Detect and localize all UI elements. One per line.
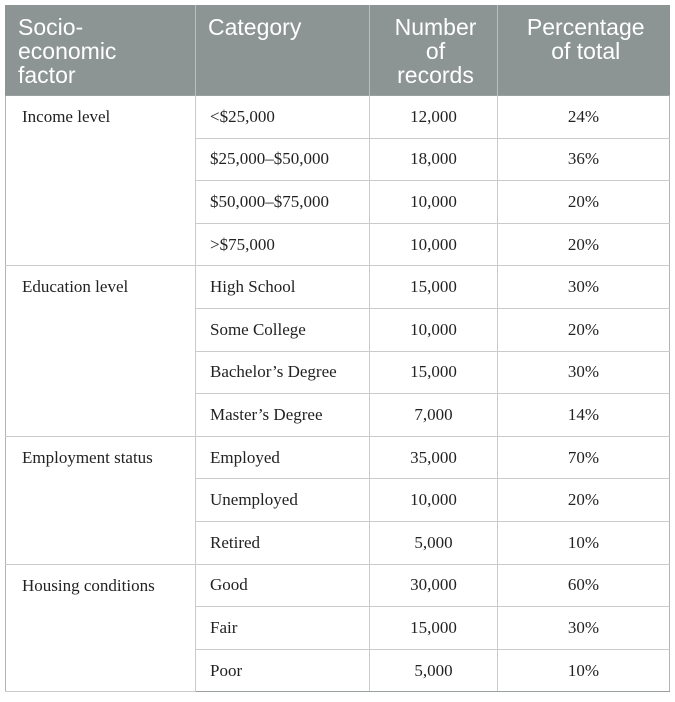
table-body — [6, 96, 670, 692]
table-header — [6, 5, 670, 96]
records-cell: 15,000 — [370, 351, 498, 394]
percentage-cell: 20% — [498, 308, 670, 351]
category-cell: <$25,000 — [196, 96, 370, 139]
percentage-cell: 70% — [498, 436, 670, 479]
percentage-cell: 30% — [498, 607, 670, 650]
category-cell: $50,000–$75,000 — [196, 181, 370, 224]
category-cell: Good — [196, 564, 370, 607]
category-cell: Unemployed — [196, 479, 370, 522]
table-row — [6, 564, 670, 607]
percentage-cell: 30% — [498, 351, 670, 394]
records-cell: 10,000 — [370, 479, 498, 522]
records-cell: 10,000 — [370, 223, 498, 266]
percentage-cell: 60% — [498, 564, 670, 607]
records-cell: 30,000 — [370, 564, 498, 607]
records-cell: 15,000 — [370, 607, 498, 650]
category-cell: Poor — [196, 649, 370, 692]
factor-cell: Employment status — [6, 436, 196, 564]
factor-cell: Housing conditions — [6, 564, 196, 692]
records-cell: 5,000 — [370, 649, 498, 692]
records-cell: 15,000 — [370, 266, 498, 309]
records-cell: 10,000 — [370, 181, 498, 224]
category-cell: Master’s Degree — [196, 394, 370, 437]
records-cell: 7,000 — [370, 394, 498, 437]
category-cell: Retired — [196, 521, 370, 564]
header-factor — [6, 5, 196, 96]
factor-cell: Education level — [6, 266, 196, 436]
percentage-cell: 20% — [498, 223, 670, 266]
header-percentage — [498, 5, 670, 96]
percentage-cell: 30% — [498, 266, 670, 309]
data-table-container — [5, 5, 669, 692]
percentage-cell: 10% — [498, 649, 670, 692]
category-cell: Some College — [196, 308, 370, 351]
socioeconomic-table — [5, 5, 670, 692]
category-cell: $25,000–$50,000 — [196, 138, 370, 181]
header-percentage-label: Percentage of total — [526, 14, 645, 64]
percentage-cell: 14% — [498, 394, 670, 437]
header-records — [370, 5, 498, 96]
records-cell: 18,000 — [370, 138, 498, 181]
records-cell: 10,000 — [370, 308, 498, 351]
percentage-cell: 10% — [498, 521, 670, 564]
header-row — [6, 5, 670, 96]
header-category-label: Category — [208, 14, 302, 40]
records-cell: 35,000 — [370, 436, 498, 479]
factor-cell: Income level — [6, 96, 196, 266]
header-factor-label: Socio- economic factor — [18, 14, 117, 88]
category-cell: High School — [196, 266, 370, 309]
records-cell: 5,000 — [370, 521, 498, 564]
percentage-cell: 20% — [498, 479, 670, 522]
table-row — [6, 436, 670, 479]
table-row — [6, 266, 670, 309]
category-cell: Fair — [196, 607, 370, 650]
percentage-cell: 36% — [498, 138, 670, 181]
records-cell: 12,000 — [370, 96, 498, 139]
category-cell: >$75,000 — [196, 223, 370, 266]
percentage-cell: 24% — [498, 96, 670, 139]
category-cell: Employed — [196, 436, 370, 479]
table-row — [6, 96, 670, 139]
header-category — [196, 5, 370, 96]
header-records-label: Number of records — [394, 14, 477, 88]
percentage-cell: 20% — [498, 181, 670, 224]
category-cell: Bachelor’s Degree — [196, 351, 370, 394]
